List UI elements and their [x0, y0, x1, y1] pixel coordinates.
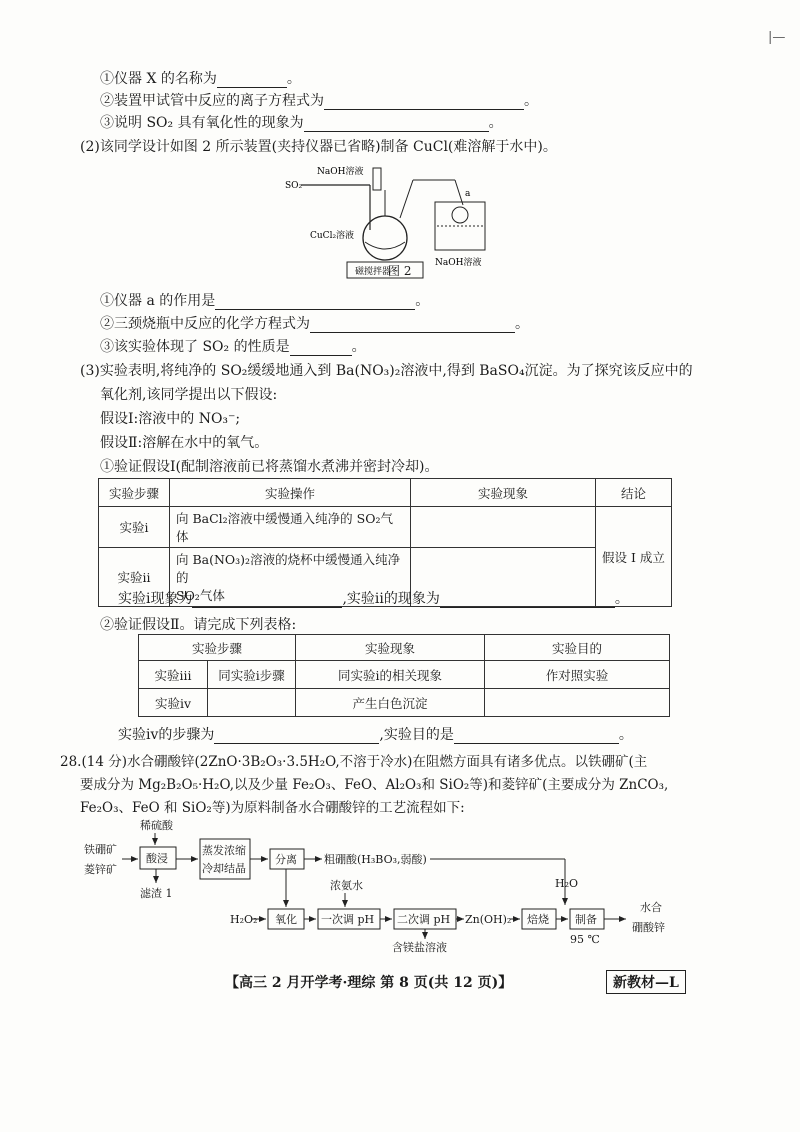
fig-label-a: a — [465, 189, 471, 199]
fig-label-cucl2: CuCl₂溶液 — [310, 231, 355, 241]
q1-item-3: ③说明 SO₂ 具有氧化性的现象为 。 — [100, 115, 503, 131]
table-row: 实验ⅰ 向 BaCl₂溶液中缓慢通入纯净的 SO₂气体 假设 Ⅰ 成立 — [99, 507, 672, 548]
answer-blank[interactable] — [440, 593, 615, 608]
q2-item-1: ①仪器 a 的作用是 。 — [100, 293, 430, 309]
step4-line: 实验ⅳ的步骤为 ,实验目的是 。 — [118, 727, 633, 743]
answer-blank[interactable] — [192, 593, 342, 608]
edition-tag: 新教材—L — [606, 970, 686, 994]
fig-label-naoh-beaker: NaOH溶液 — [435, 258, 482, 268]
purpose-cell[interactable] — [485, 689, 670, 717]
q28-line-2: 要成分为 Mg₂B₂O₅·H₂O,以及少量 Fe₂O₃、FeO、Al₂O₃和 SiO₂等)和菱锌矿(主要成分为 ZnCO₃, — [80, 777, 669, 793]
flow-ph-1: 一次调 pH — [321, 913, 375, 926]
q2-item-3: ③该实验体现了 SO₂ 的性质是 。 — [100, 339, 366, 355]
flow-mg-solution: 含镁盐溶液 — [392, 941, 447, 954]
table-row: 实验ⅳ 产生白色沉淀 — [139, 689, 670, 717]
flow-product-1: 水合 — [640, 901, 662, 914]
table-verify-hypothesis-2 — [138, 634, 670, 717]
table-header-row: 实验步骤 实验操作 实验现象 结论 — [99, 479, 672, 507]
flow-ore-1: 铁硼矿 — [84, 843, 117, 856]
verify-1-heading: ①验证假设Ⅰ(配制溶液前已将蒸馏水煮沸并密封冷却)。 — [100, 459, 439, 475]
corner-mark: |— — [768, 30, 786, 45]
flow-evap-2: 冷却结晶 — [202, 862, 246, 875]
flow-product-2: 硼酸锌 — [632, 921, 665, 934]
q28-line-3: Fe₂O₃、FeO 和 SiO₂等)为原料制备水合硼酸锌的工艺流程如下: — [80, 800, 465, 816]
table-row: 实验ⅱ 向 Ba(NO₃)₂溶液的烧杯中缓慢通入纯净的 SO₂气体 — [99, 548, 672, 607]
q1-item-2: ②装置甲试管中反应的离子方程式为 。 — [100, 93, 538, 109]
answer-blank[interactable] — [324, 95, 524, 110]
q3-line-2: 氧化剂,该同学提出以下假设: — [100, 387, 278, 403]
flow-h2o: H₂O — [555, 877, 579, 890]
flow-separate: 分离 — [275, 853, 297, 866]
process-flow-chart — [60, 815, 700, 955]
q1-item-1: ①仪器 X 的名称为 。 — [100, 71, 301, 87]
flow-ph-2: 二次调 pH — [397, 913, 451, 926]
answer-blank[interactable] — [454, 729, 619, 744]
answer-blank[interactable] — [215, 295, 415, 310]
flow-evap-1: 蒸发浓缩 — [202, 844, 246, 857]
flow-temp: 95 ℃ — [570, 933, 600, 946]
fig-label-naoh-top: NaOH溶液 — [317, 167, 364, 177]
flow-acid-leach: 酸浸 — [146, 852, 168, 865]
flow-h2o2: H₂O₂ — [230, 913, 258, 926]
conclusion-cell: 假设 Ⅰ 成立 — [596, 507, 672, 607]
answer-blank[interactable] — [304, 117, 489, 132]
answer-blank[interactable] — [310, 318, 515, 333]
verify-2-heading: ②验证假设Ⅱ。请完成下列表格: — [100, 617, 297, 633]
q2-item-2: ②三颈烧瓶中反应的化学方程式为 。 — [100, 316, 529, 332]
flow-ammonia: 浓氨水 — [330, 879, 363, 892]
hypothesis-1: 假设Ⅰ:溶液中的 NO₃⁻; — [100, 411, 241, 427]
phenomenon-line: 实验ⅰ现象为 ,实验ⅱ的现象为 。 — [118, 591, 629, 607]
phenomenon-cell[interactable] — [411, 507, 596, 548]
page-footer: 【高三 2 月开学考·理综 第 8 页(共 12 页)】 — [225, 975, 513, 991]
hypothesis-2: 假设Ⅱ:溶解在水中的氧气。 — [100, 435, 269, 451]
answer-blank[interactable] — [214, 729, 379, 744]
fig-label-so2: SO₂ — [285, 181, 303, 191]
answer-blank[interactable] — [217, 73, 287, 88]
flow-residue: 滤渣 1 — [140, 887, 173, 900]
flow-oxidize: 氧化 — [275, 913, 297, 926]
q3-line-1: (3)实验表明,将纯净的 SO₂缓缓地通入到 Ba(NO₃)₂溶液中,得到 BaSO₄沉淀。为了探究该反应中的 — [80, 363, 693, 379]
fig-label-stirrer: 磁搅拌器 — [355, 267, 392, 277]
flow-prepare: 制备 — [575, 913, 597, 926]
table-header-row: 实验步骤 实验现象 实验目的 — [139, 635, 670, 661]
flow-roast: 焙烧 — [527, 913, 549, 926]
table-row: 实验ⅲ 同实验ⅰ步骤 同实验ⅰ的相关现象 作对照实验 — [139, 661, 670, 689]
q28-line-1: 28.(14 分)水合硼酸锌(2ZnO·3B₂O₃·3.5H₂O,不溶于冷水)在阻燃方面具有诸多优点。以铁硼矿(主 — [60, 754, 648, 770]
figure-2-caption: 图 2 — [388, 264, 412, 278]
flow-dilute-acid: 稀硫酸 — [140, 819, 173, 832]
q2-intro: (2)该同学设计如图 2 所示装置(夹持仪器已省略)制备 CuCl(难溶解于水中)。 — [80, 139, 557, 155]
flow-crude-acid: 粗硼酸(H₃BO₃,弱酸) — [324, 853, 427, 866]
flow-ore-2: 菱锌矿 — [84, 863, 117, 876]
answer-blank[interactable] — [290, 341, 352, 356]
step-cell[interactable] — [208, 689, 296, 717]
flow-zn-oh: Zn(OH)₂ — [465, 913, 512, 926]
